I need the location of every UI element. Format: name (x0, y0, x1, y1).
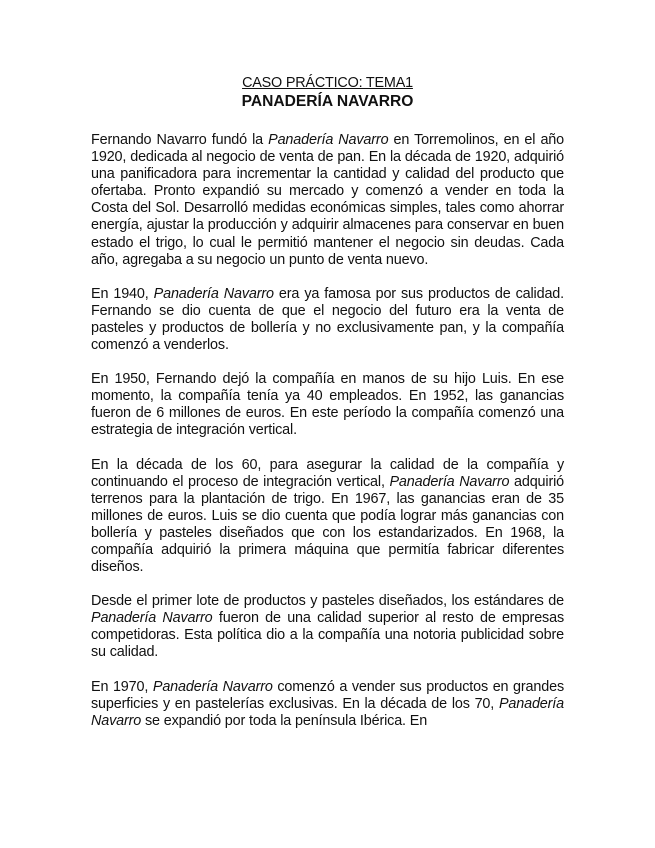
document-title: PANADERÍA NAVARRO (241, 93, 414, 110)
text-segment: En 1970, (91, 678, 153, 695)
document-body (91, 132, 564, 730)
document-header (91, 75, 564, 112)
text-segment: en Torremolinos, en el año 1920, dedicada al negocio de venta de pan. En la década de 1920, adquirió una panificadora para incrementar la cantidad y calidad del producto que ofertaba. Pronto expandió su mercado y comenzó a vender en toda la Costa del Sol. Desarrolló medidas económicas simples, tales como ahorrar energía, ajustar la producción y adquirir almacenes para conservar en buen estado el trigo, lo cual le permitió mantener el negocio sin deudas. Cada año, agregaba a su negocio un punto de venta nuevo. (91, 132, 565, 268)
text-segment: En 1950, Fernando dejó la compañía en manos de su hijo Luis. En ese momento, la compañía tenía ya 40 empleados. En 1952, las ganancias fueron de 6 millones de euros. En este período la compañía comenzó una estrategia de integración vertical. (91, 371, 564, 439)
text-segment: fueron de una calidad superior al resto de empresas competidoras. Esta política dio a la compañía una notoria publicidad sobre su calidad. (91, 610, 565, 661)
text-segment: En la década de los 60, para asegurar la calidad de la compañía y continuando el proceso de integración vertical, (91, 456, 564, 490)
company-name: Panadería Navarro (268, 132, 389, 148)
paragraph-1 (91, 132, 564, 269)
paragraph-5 (91, 593, 564, 661)
company-name: Panadería Navarro (91, 610, 213, 627)
text-segment: era ya famosa por sus productos de calidad. Fernando se dio cuenta de que el negocio del futuro era la venta de pasteles y productos de bollería y no exclusivamente pan, y la compañía comenzó a venderlos. (91, 285, 564, 354)
text-segment: Desde el primer lote de productos y pasteles diseñados, los estándares de (91, 593, 564, 610)
paragraph-2 (91, 286, 564, 354)
company-name: Panadería Navarro (91, 695, 564, 729)
company-name: Panadería Navarro (152, 678, 273, 695)
text-segment: Fernando Navarro fundó la (91, 132, 269, 148)
document-page (91, 75, 564, 747)
text-segment: comenzó a vender sus productos en grandes superficies y en pastelerías exclusivas. En la década de los 70, (91, 678, 565, 712)
company-name: Panadería Navarro (389, 473, 510, 490)
text-segment: se expandió por toda la península Ibérica. En (141, 712, 428, 729)
paragraph-4 (91, 457, 564, 577)
text-segment: En 1940, (91, 285, 154, 302)
text-segment: adquirió terrenos para la plantación de trigo. En 1967, las ganancias eran de 35 millones de euros. Luis se dio cuenta que podía lograr más ganancias con bollería y pasteles diseñados que con los estandarizados. En 1968, la compañía adquirió la primera máquina que permitía fabricar diferentes diseños. (91, 473, 564, 576)
paragraph-3 (91, 371, 564, 439)
paragraph-6 (91, 679, 564, 730)
case-study-subtitle: CASO PRÁCTICO: TEMA1 (242, 75, 413, 91)
company-name: Panadería Navarro (153, 285, 274, 302)
